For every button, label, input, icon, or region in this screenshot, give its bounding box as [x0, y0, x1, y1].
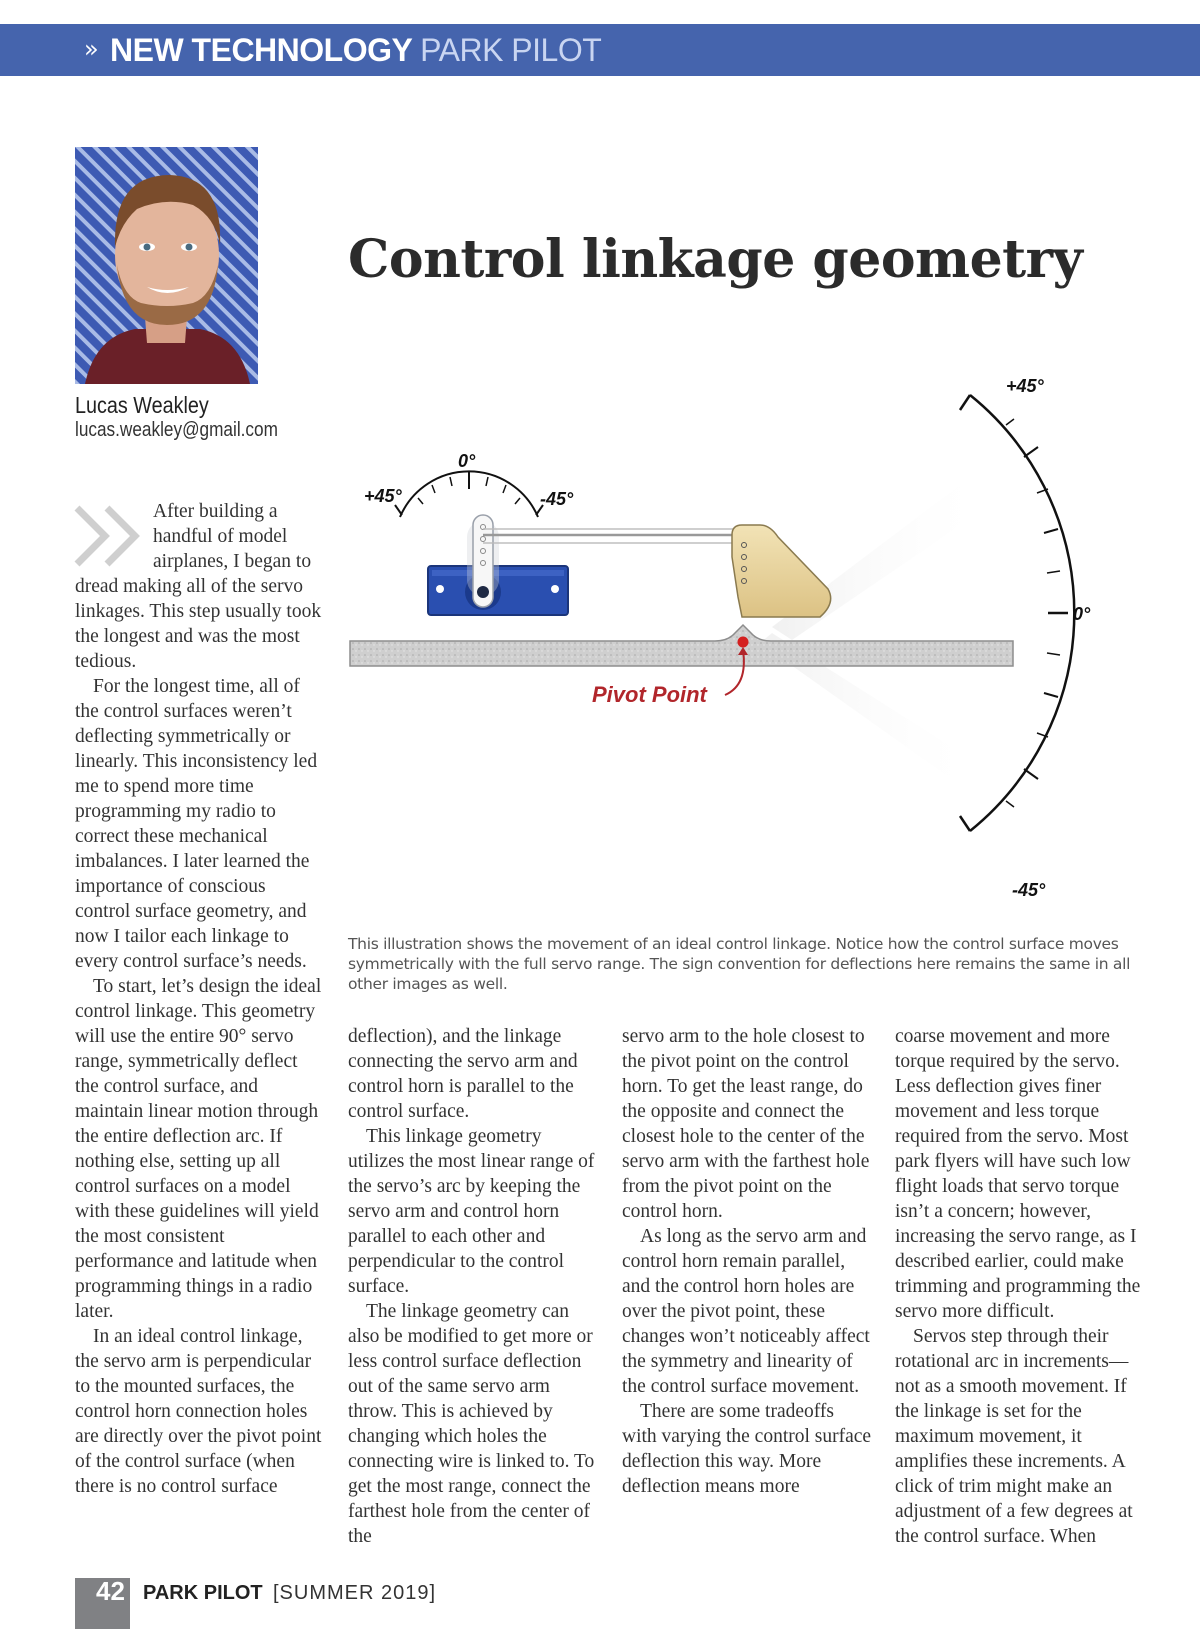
- double-chevron-icon: [73, 502, 153, 572]
- paragraph: coarse movement and more torque required by the servo. Less deflection gives finer movement and less torque required from the servo. Most park flyers will have such low flight loads that servo torque isn’t a concern; however, increasing the servo range, as I described earlier, could make trimming and programming the servo more difficult.: [895, 1026, 1141, 1322]
- footer-publication: PARK PILOT: [143, 1582, 263, 1604]
- pivot-point-label: Pivot Point: [592, 682, 707, 707]
- author-email[interactable]: lucas.weakley@gmail.com: [75, 419, 278, 441]
- paragraph: servo arm to the hole closest to the pivot point on the control horn. To get the least range, do the opposite and connect the closest hole to the center of the servo arm with the farthest hole from the pivot point on the control horn.: [622, 1026, 870, 1222]
- author-photo: [75, 147, 258, 384]
- linkage-diagram: [340, 365, 1160, 915]
- surface-label-plus45: +45°: [1006, 376, 1044, 396]
- servo-arc-scale: [395, 471, 543, 517]
- surface-label-minus45: -45°: [1012, 880, 1046, 900]
- author-name: Lucas Weakley: [75, 392, 209, 418]
- article-title: Control linkage geometry: [348, 229, 1083, 290]
- linkage-wires: [483, 529, 744, 543]
- banner-section: NEW TECHNOLOGY: [110, 32, 412, 68]
- double-chevron-icon: »: [84, 35, 99, 63]
- paragraph: deflection), and the linkage connecting the servo arm and control horn is parallel to the control surface.: [348, 1026, 578, 1122]
- article-column-1: [75, 499, 325, 1499]
- banner-magazine: PARK PILOT: [420, 32, 602, 68]
- paragraph: As long as the servo arm and control horn remain parallel, and the control horn holes are over the pivot point, these changes won’t noticeably affect the symmetry and linearity of the control surface movement.: [622, 1226, 870, 1397]
- servo-label-zero: 0°: [458, 451, 476, 471]
- paragraph: To start, let’s design the ideal control linkage. This geometry will use the entire 90° servo range, symmetrically deflect the control surface, and maintain linear motion through the entire deflection arc. If nothing else, setting up all control surfaces on a model with these guidelines will yield the most consistent performance and latitude when programming things in a radio later.: [75, 976, 322, 1322]
- paragraph: Servos step through their rotational arc in increments—not as a smooth movement. If the linkage is set for the maximum movement, it amplifies these increments. A click of trim might make an adjustment of a few degrees at the control surface. When: [895, 1326, 1133, 1547]
- page-number: 42: [96, 1576, 125, 1606]
- paragraph: In an ideal control linkage, the servo arm is perpendicular to the mounted surfaces, the control horn connection holes are directly over the pivot point of the control surface (when there is no control surface: [75, 1326, 322, 1497]
- paragraph: After building a handful of model airplanes, I began to dread making all of the servo linkages. This step usually took the longest and was the most tedious.: [75, 501, 322, 672]
- paragraph: There are some tradeoffs with varying the control surface deflection this way. More deflection means more: [622, 1401, 872, 1497]
- paragraph: For the longest time, all of the control surfaces weren’t deflecting symmetrically or linearly. This inconsistency led me to spend more time programming my radio to correct these mechanical imbalances. I later learned the importance of conscious control surface geometry, and now I tailor each linkage to every control surface’s needs.: [75, 676, 318, 972]
- section-banner: [0, 24, 1200, 76]
- control-horn: [732, 525, 831, 617]
- footer-issue: [SUMMER 2019]: [273, 1582, 437, 1604]
- servo-label-plus45: +45°: [364, 486, 402, 506]
- article-column-4: [895, 1024, 1145, 1549]
- control-surface: [350, 625, 1013, 666]
- paragraph: The linkage geometry can also be modified to get more or less control surface deflection out of the same servo arm throw. This is achieved by changing which holes the connecting wire is linked to. To get the most range, connect the farthest hole from the center of the: [348, 1301, 595, 1547]
- banner-title: [110, 30, 601, 70]
- article-column-3: [622, 1024, 872, 1499]
- pivot-point-marker: [738, 637, 749, 648]
- surface-label-zero: 0°: [1073, 604, 1091, 624]
- figure-caption: This illustration shows the movement of an ideal control linkage. Notice how the control surface moves symmetrically with the full servo range. The sign convention for deflections here remains the same in all other images as well.: [348, 935, 1131, 993]
- servo-label-minus45: -45°: [540, 489, 574, 509]
- article-column-2: [348, 1024, 598, 1549]
- paragraph: This linkage geometry utilizes the most linear range of the servo’s arc by keeping the servo arm and control horn parallel to each other and perpendicular to the control surface.: [348, 1126, 595, 1297]
